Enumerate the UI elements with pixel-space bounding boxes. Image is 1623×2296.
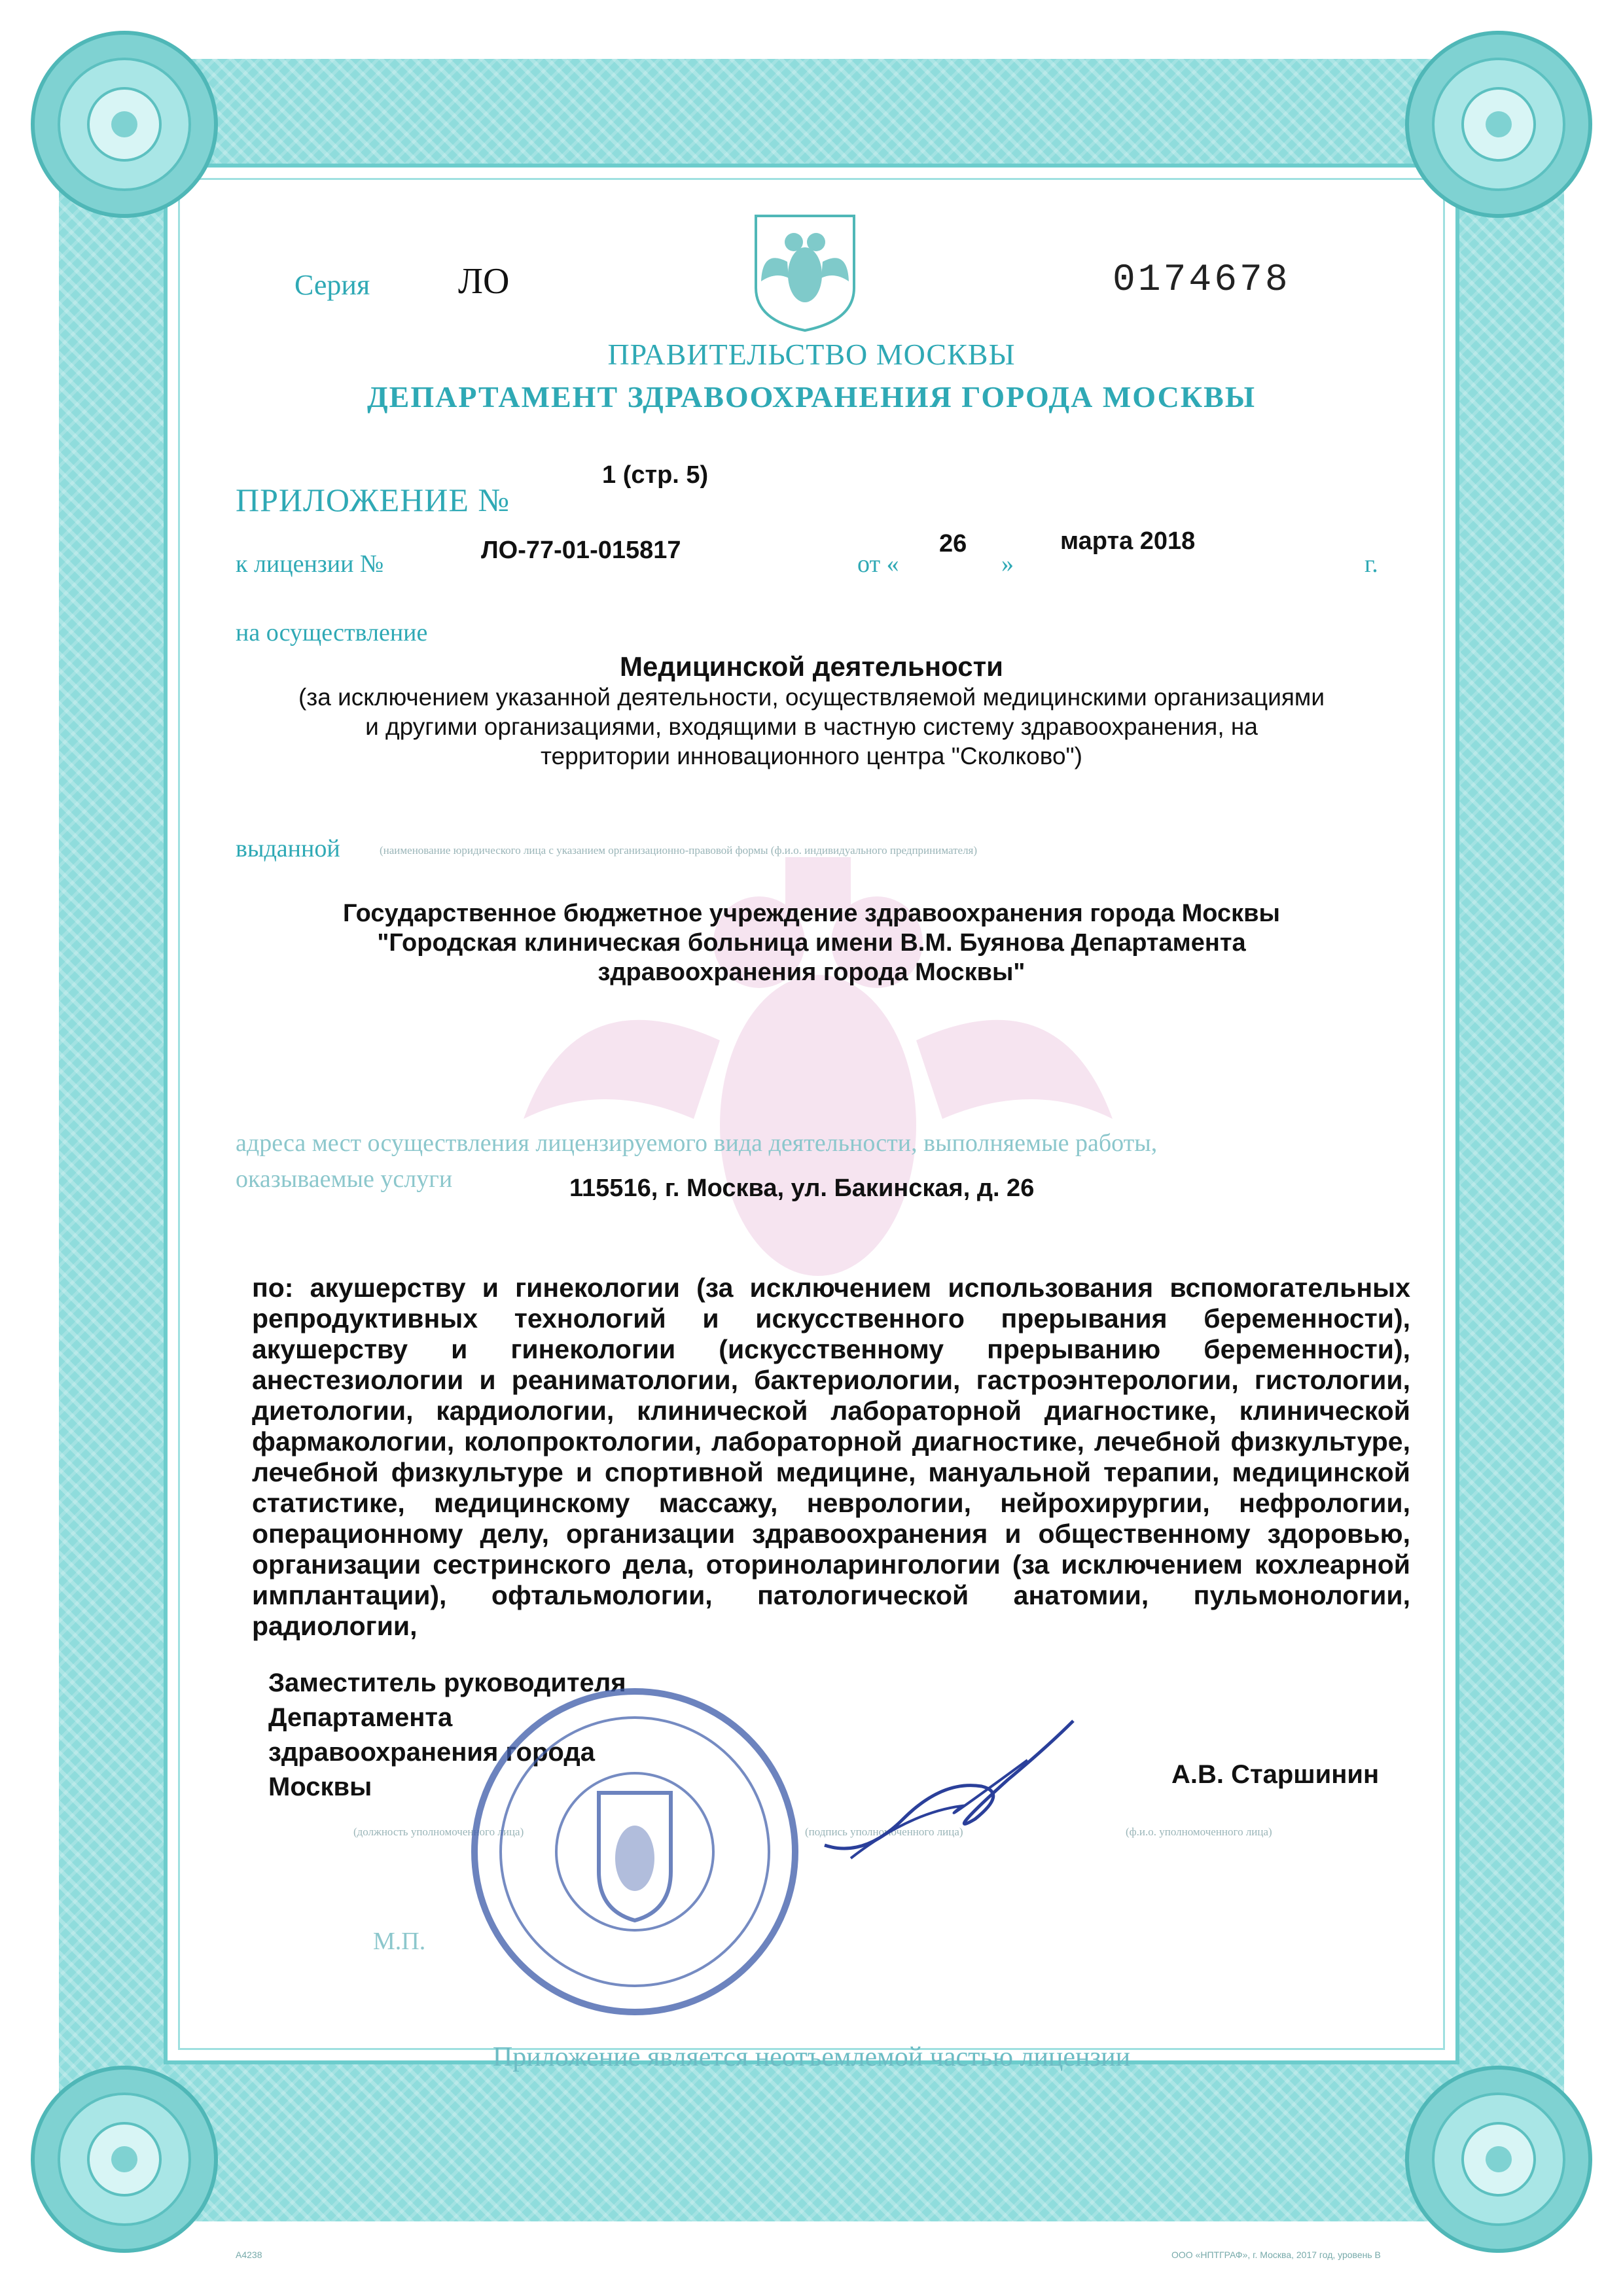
organization-line1: Государственное бюджетное учреждение здравоохранения города Москвы [343, 900, 1280, 927]
organization-line3: здравоохранения города Москвы" [597, 959, 1026, 986]
footer-left-code: А4238 [236, 2250, 262, 2260]
stamp-label: М.П. [373, 1928, 426, 1955]
series-value: ЛО [458, 261, 510, 302]
license-number: ЛО-77-01-015817 [481, 537, 681, 564]
coat-of-arms-icon [749, 209, 861, 334]
corner-rosette-top-right [1400, 26, 1597, 222]
activity-label: на осуществление [236, 619, 428, 646]
license-prefix: к лицензии № [236, 550, 384, 578]
license-close-quote: » [1001, 550, 1014, 578]
signature-icon [812, 1708, 1086, 1878]
corner-rosette-bottom-left [26, 2061, 223, 2257]
footer-note: Приложение является неотъемлемой частью лицензии [492, 2042, 1131, 2072]
appendix-value: 1 (стр. 5) [602, 461, 709, 489]
signatory-position-line4: Москвы [268, 1773, 372, 1801]
license-year-suffix: г. [1364, 550, 1378, 578]
signatory-position-line2: Департамента [268, 1703, 453, 1732]
caption-name: (ф.и.о. уполномоченного лица) [1126, 1826, 1272, 1838]
caption-signature: (подпись уполномоченного лица) [805, 1826, 963, 1838]
activity-note-line1: (за исключением указанной деятельности, осуществляемой медицинскими организациями [298, 684, 1325, 711]
issued-label: выданной [236, 835, 340, 862]
corner-rosette-top-left [26, 26, 223, 222]
activity-title: Медицинской деятельности [620, 651, 1003, 682]
government-title: ПРАВИТЕЛЬСТВО МОСКВЫ [607, 338, 1016, 371]
license-month-year: марта 2018 [1060, 527, 1196, 555]
official-seal-icon [465, 1682, 805, 2022]
address-label-line1: адреса мест осуществления лицензируемого вида деятельности, выполняемые работы, [236, 1129, 1158, 1157]
address-label-line2: оказываемые услуги [236, 1165, 453, 1193]
series-label: Серия [294, 269, 370, 301]
signatory-name: А.В. Старшинин [1171, 1760, 1380, 1789]
license-from-label: от « [857, 550, 899, 578]
organization-line2: "Городская клиническая больница имени В.М. Буянова Департамента [377, 929, 1246, 957]
address-value: 115516, г. Москва, ул. Бакинская, д. 26 [569, 1174, 1035, 1202]
license-day: 26 [939, 530, 967, 557]
issued-hint: (наименование юридического лица с указанием организационно-правовой формы (ф.и.о. индивидуального предпринимателя) [380, 844, 978, 857]
appendix-label: ПРИЛОЖЕНИЕ № [236, 482, 510, 518]
signatory-position-line3: здравоохранения города [268, 1738, 595, 1767]
corner-rosette-bottom-right [1400, 2061, 1597, 2257]
caption-position: (должность уполномоченного лица) [353, 1826, 524, 1838]
services-list: по: акушерству и гинекологии (за исключением использования вспомогательных репродуктивных технологий и искусственного прерывания беременности), акушерству и гинекологии (искусственному прерыванию беременности), анестезиологии и реаниматологии, бактериологии, гастроэнтерологии, гистологии, диетологии, кардиологии, клинической лабораторной диагностике, клинической фармакологии, колопроктологии, лабораторной диагностике, лечебной физкультуре, лечебной физкультуре и спортивной медицине, мануальной терапии, медицинской статистике, медицинскому массажу, неврологии, нейрохирургии, нефрологии, операционному делу, организации здравоохранения и общественному здоровью, организации сестринского дела, оториноларингологии (за исключением кохлеарной имплантации), офтальмологии, патологической анатомии, пульмонологии, радиологии, [252, 1273, 1410, 1641]
department-title: ДЕПАРТАМЕНТ ЗДРАВООХРАНЕНИЯ ГОРОДА МОСКВЫ [366, 380, 1257, 414]
footer-right-code: ООО «НПТГРАФ», г. Москва, 2017 год, уровень В [1171, 2250, 1381, 2260]
activity-note-line3: территории инновационного центра "Сколково") [540, 743, 1083, 769]
signatory-position-line1: Заместитель руководителя [268, 1669, 626, 1697]
activity-note-line2: и другими организациями, входящими в частную систему здравоохранения, на [365, 713, 1258, 740]
document-number: 0174678 [1113, 259, 1291, 302]
